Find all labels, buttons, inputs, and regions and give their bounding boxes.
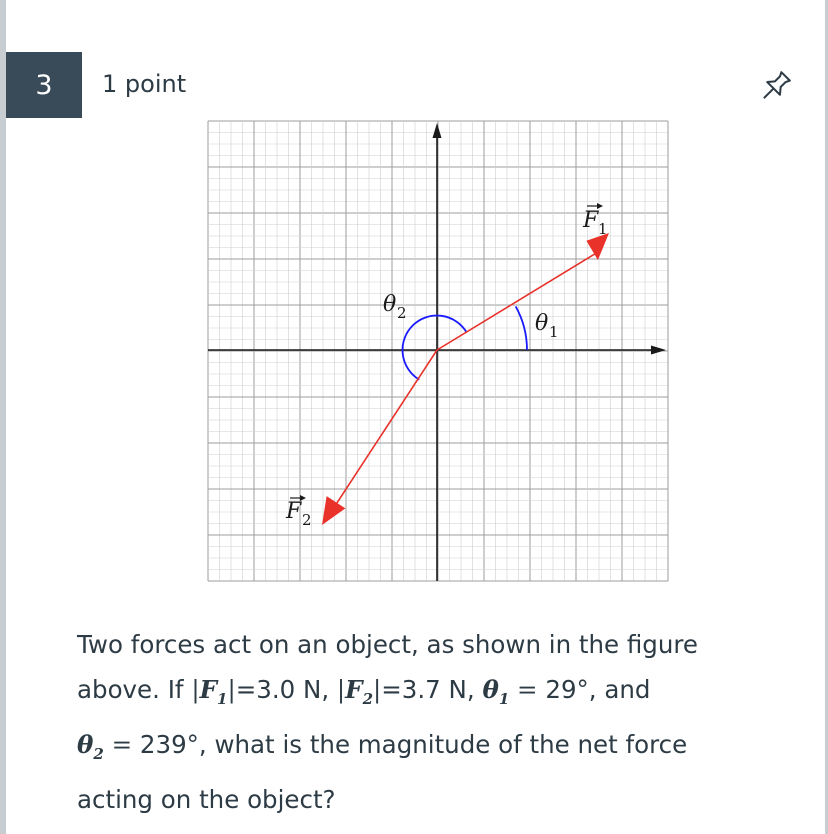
question-number: 3 bbox=[6, 52, 82, 118]
theta1-label-sub: 1 bbox=[549, 323, 559, 341]
angle-arcs bbox=[402, 306, 527, 379]
theta2-label-text: θ bbox=[383, 292, 397, 317]
points-label: 1 point bbox=[102, 70, 187, 98]
f2-label-sub: 2 bbox=[302, 511, 312, 529]
f2-symbol: $F_2$ bbox=[345, 675, 374, 708]
f2-label-text: F bbox=[286, 499, 302, 524]
x-axis-arrow bbox=[651, 346, 666, 355]
theta2-label-sub: 2 bbox=[397, 304, 407, 322]
pin-icon bbox=[752, 64, 798, 110]
force-diagram-svg bbox=[200, 118, 680, 590]
left-border bbox=[0, 0, 6, 834]
f2-label bbox=[285, 495, 312, 529]
pin-button[interactable] bbox=[752, 64, 798, 110]
force-vectors bbox=[322, 233, 609, 525]
question-line-1: Two forces act on an object, as shown in the figure bbox=[77, 630, 698, 659]
grid bbox=[208, 121, 668, 581]
theta1-label bbox=[535, 311, 559, 341]
theta2-symbol: $\theta_2$ bbox=[77, 729, 104, 763]
y-axis-arrow bbox=[433, 123, 442, 138]
f1-label-sub: 1 bbox=[598, 220, 608, 238]
theta1-label-text: θ bbox=[535, 311, 549, 336]
theta2-label bbox=[383, 292, 407, 322]
question-text bbox=[77, 622, 787, 822]
f1-label-text: F bbox=[583, 208, 599, 233]
theta1-symbol: $\theta_1$ bbox=[482, 675, 510, 708]
question-line-3: $\theta_2 = 239^\circ$, what is the magnitude of the net force bbox=[77, 729, 688, 763]
f1-symbol: $F_1$ bbox=[199, 675, 228, 708]
f1-label bbox=[582, 203, 608, 238]
theta2-arc bbox=[402, 316, 466, 380]
question-line-2: above. If $|F_1|=3.0$ N, $|F_2|=3.7$ N, $\theta_1 = 29^\circ$, and bbox=[77, 675, 651, 708]
force-diagram bbox=[200, 118, 680, 590]
question-line-4: acting on the object? bbox=[77, 784, 336, 814]
